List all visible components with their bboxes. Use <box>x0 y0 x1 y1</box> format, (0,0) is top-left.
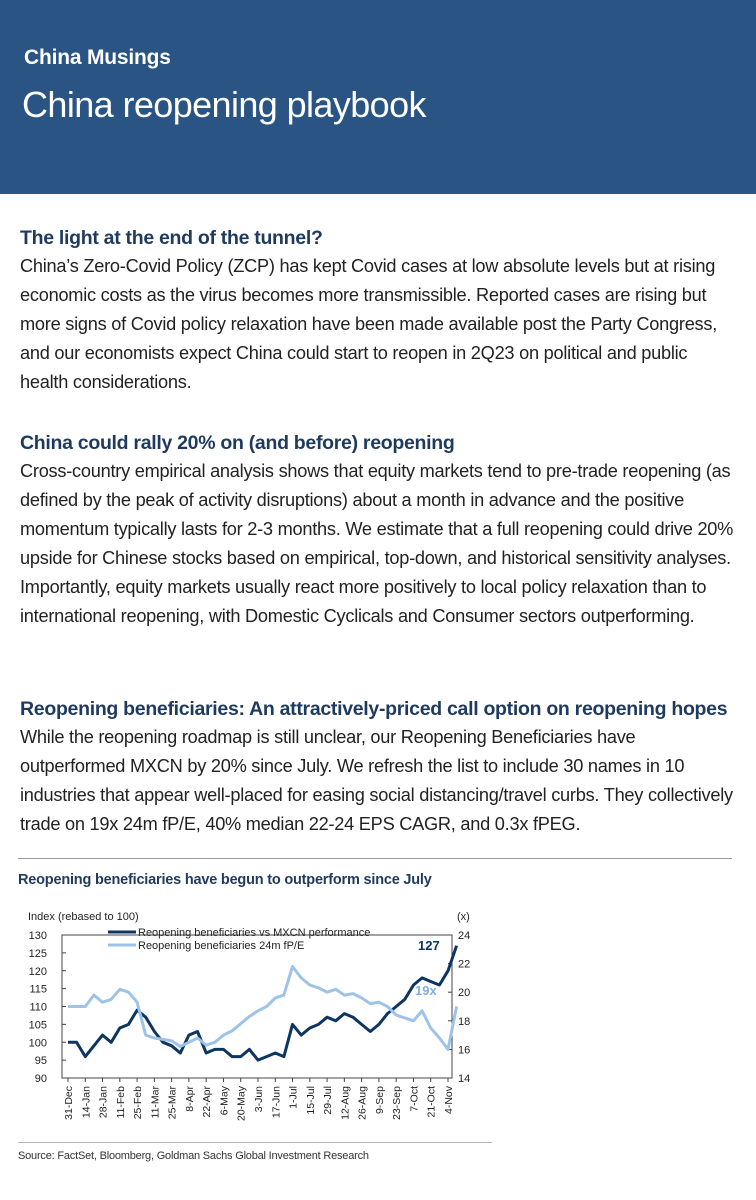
y-right-axis-label: (x) <box>457 911 470 923</box>
x-tick-label: 1-Jul <box>287 1086 300 1109</box>
series-line-performance <box>68 946 457 1060</box>
x-tick-label: 8-Apr <box>183 1086 196 1112</box>
y-right-tick-label: 24 <box>458 930 471 942</box>
y-right-tick-label: 18 <box>458 1015 471 1028</box>
x-tick-label: 29-Jul <box>322 1086 335 1115</box>
y-right-tick-label: 16 <box>458 1044 471 1057</box>
x-tick-label: 9-Sep <box>373 1086 386 1115</box>
x-tick-label: 26-Aug <box>356 1086 369 1120</box>
line-chart <box>0 900 520 1140</box>
x-tick-label: 21-Oct <box>425 1086 438 1118</box>
y-left-axis-label: Index (rebased to 100) <box>28 911 139 923</box>
chart-divider <box>18 858 732 859</box>
y-left-tick-label: 115 <box>29 983 47 996</box>
x-tick-label: 25-Mar <box>166 1086 179 1120</box>
source-divider <box>18 1142 492 1143</box>
y-left-tick-label: 110 <box>29 1001 47 1014</box>
y-left-tick-label: 105 <box>28 1019 47 1032</box>
legend-label: Reopening beneficiaries 24m fP/E <box>138 940 305 952</box>
x-tick-label: 14-Jan <box>80 1086 93 1119</box>
y-left-tick-label: 130 <box>28 930 47 942</box>
section-body: China’s Zero-Covid Policy (ZCP) has kept Covid cases at low absolute levels but at rising economic costs as the virus becomes more transmissible. Reported cases are rising but more signs of Covid policy relaxation have been made available post the Party Congress, and our economists expect China could start to reopen in 2Q23 on political and public health considerations. <box>20 256 718 392</box>
y-right-tick-label: 22 <box>458 958 471 971</box>
y-left-tick-label: 90 <box>34 1073 47 1085</box>
section-heading: Reopening beneficiaries: An attractively-priced call option on reopening hopes <box>20 698 728 720</box>
x-tick-label: 11-Feb <box>114 1086 127 1119</box>
section-light-tunnel <box>20 227 740 397</box>
x-tick-label: 4-Nov <box>443 1086 455 1115</box>
series-line-pe <box>68 967 457 1050</box>
x-tick-label: 11-Mar <box>149 1086 162 1119</box>
x-tick-label: 25-Feb <box>132 1086 145 1120</box>
x-tick-label: 20-May <box>235 1086 248 1122</box>
chart-source: Source: FactSet, Bloomberg, Goldman Sachs Global Investment Research <box>18 1150 369 1162</box>
page-title: China reopening playbook <box>22 84 426 125</box>
x-tick-label: 6-May <box>218 1086 231 1116</box>
x-tick-label: 23-Sep <box>391 1086 404 1120</box>
section-heading: China could rally 20% on (and before) reopening <box>20 432 455 454</box>
y-left-tick-label: 95 <box>34 1055 47 1068</box>
y-left-tick-label: 100 <box>28 1037 47 1050</box>
x-tick-label: 12-Aug <box>339 1086 352 1120</box>
section-heading: The light at the end of the tunnel? <box>20 227 323 249</box>
series-kicker: China Musings <box>24 46 171 69</box>
y-left-tick-label: 125 <box>28 947 47 960</box>
section-body: Cross-country empirical analysis shows that equity markets tend to pre-trade reopening (as defined by the peak of activity disruptions) about a month in advance and the positive momentum typically lasts for 2-3 months. We estimate that a full reopening could drive 20% upside for Chinese stocks based on empirical, top-down, and historical sensitivity analyses. Importantly, equity markets usually react more positively to local policy relaxation than to international reopening, with Domestic Cyclicals and Consumer sectors outperforming. <box>20 461 734 626</box>
y-right-tick-label: 14 <box>458 1073 471 1085</box>
chart-title: Reopening beneficiaries have begun to outperform since July <box>18 872 432 888</box>
annotation-pe-value: 19x <box>415 983 437 999</box>
x-tick-label: 22-Apr <box>201 1086 214 1118</box>
x-tick-label: 28-Jan <box>97 1086 110 1119</box>
section-china-rally <box>20 432 740 631</box>
y-left-tick-label: 120 <box>28 965 47 978</box>
y-right-tick-label: 20 <box>458 987 471 1000</box>
x-tick-label: 17-Jun <box>270 1086 283 1119</box>
section-body: While the reopening roadmap is still unclear, our Reopening Beneficiaries have outperformed MXCN by 20% since July. We refresh the list to include 30 names in 10 industries that appear well-placed for easing social distancing/travel curbs. They collectively trade on 19x 24m fP/E, 40% median 22-24 EPS CAGR, and 0.3x fPEG. <box>20 727 733 834</box>
x-tick-label: 31-Dec <box>63 1086 75 1120</box>
x-tick-label: 3-Jun <box>253 1086 265 1113</box>
x-tick-label: 15-Jul <box>304 1086 317 1115</box>
header-band <box>0 0 756 194</box>
x-tick-label: 7-Oct <box>408 1086 421 1112</box>
section-reopening-beneficiaries <box>20 698 740 839</box>
chart-container <box>0 900 520 1140</box>
legend-label: Reopening beneficiaries vs MXCN performance <box>138 927 371 939</box>
annotation-perf-value: 127 <box>418 938 440 953</box>
